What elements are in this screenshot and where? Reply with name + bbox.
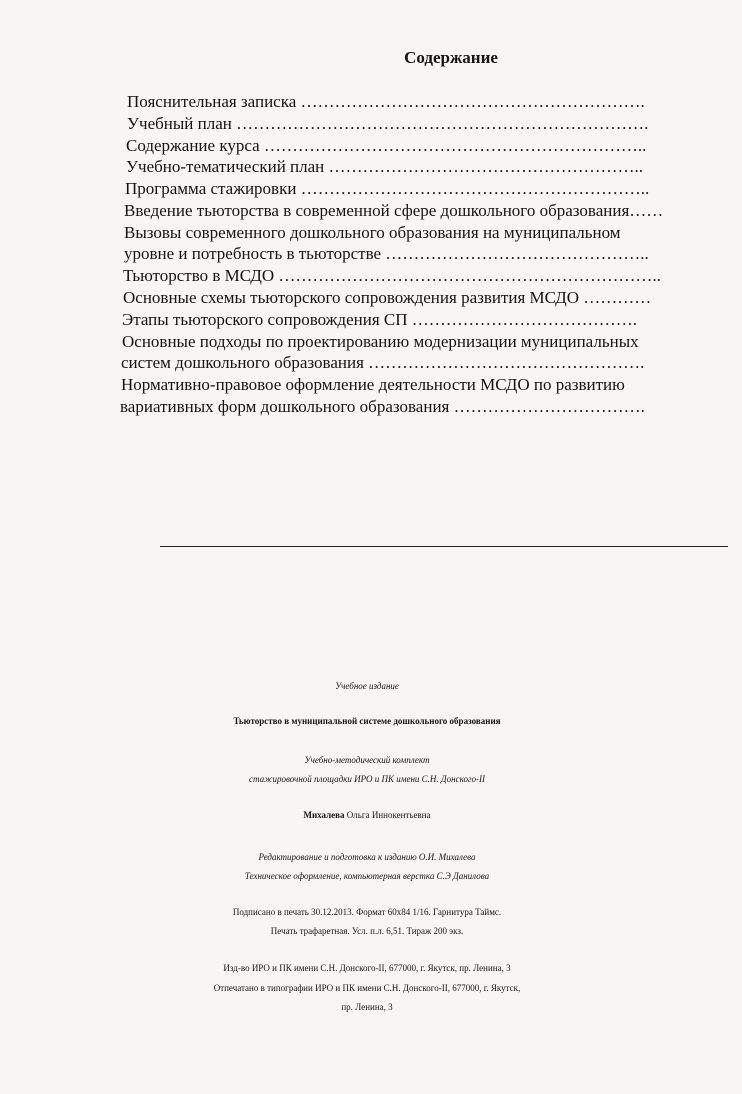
toc-entry: Этапы тьюторского сопровождения СП …………………………………. — [122, 310, 638, 329]
toc-heading-text: Содержание — [404, 48, 498, 67]
toc-entry: Учебный план ………………………………………………………………. — [127, 114, 649, 133]
toc-entry: Программа стажировки …………………………………………………….. — [125, 179, 650, 198]
toc-entry: Основные подходы по проектированию модернизации муниципальных — [122, 332, 639, 351]
print-info-line-2: Печать трафаретная. Усл. п.л. 6,51. Тираж 200 экз. — [270, 926, 464, 936]
toc-entry: Основные схемы тьюторского сопровождения развития МСДО ………… — [123, 288, 652, 307]
subtitle-line-1: Учебно-методический комплект — [304, 755, 430, 765]
book-title: Тьюторство в муниципальной системе дошкольного образования — [233, 716, 501, 726]
printer-line-1: Отпечатано в типографии ИРО и ПК имени С.Н. Донского-II, 677000, г. Якутск, — [213, 983, 521, 993]
toc-entry: Вызовы современного дошкольного образования на муниципальном — [124, 223, 621, 242]
toc-entry: Содержание курса ………………………………………………………….. — [126, 136, 647, 155]
author-surname: Михалева — [303, 810, 345, 820]
toc-entry: Нормативно-правовое оформление деятельности МСДО по развитию — [121, 375, 625, 394]
publisher-line: Изд-во ИРО и ПК имени С.Н. Донского-II, 677000, г. Якутск, пр. Ленина, 3 — [223, 963, 511, 973]
author-name: Ольга Иннокентьевна — [346, 810, 431, 820]
author-line — [0, 806, 738, 825]
toc-entry: Учебно-тематический план ……………………………………………….. — [126, 157, 644, 176]
print-info-line-1: Подписано в печать 30.12.2013. Формат 60x84 1/16. Гарнитура Таймс. — [232, 907, 502, 917]
edition-type: Учебное издание — [335, 681, 399, 691]
horizontal-divider — [160, 546, 728, 547]
toc-entry: систем дошкольного образования …………………………………………. — [121, 353, 645, 372]
editor-line: Редактирование и подготовка к изданию О.И. Михалева — [258, 852, 476, 862]
subtitle-line-2: стажировочной площадки ИРО и ПК имени С.Н. Донского-II — [249, 774, 485, 784]
printer-line-2: пр. Ленина, 3 — [341, 1002, 393, 1012]
layout-line: Техническое оформление, компьютерная верстка С.Э Данилова — [244, 871, 490, 881]
toc-entry: уровне и потребность в тьюторстве ……………………………………….. — [124, 244, 649, 263]
toc-heading — [0, 48, 742, 68]
toc-entry: Тьюторство в МСДО ………………………………………………………….. — [123, 266, 661, 285]
toc-entry: вариативных форм дошкольного образования ……………………………. — [120, 397, 645, 416]
toc-entry: Пояснительная записка ……………………………………………………. — [127, 92, 645, 111]
toc-entry: Введение тьюторства в современной сфере дошкольного образования…… — [124, 201, 664, 220]
